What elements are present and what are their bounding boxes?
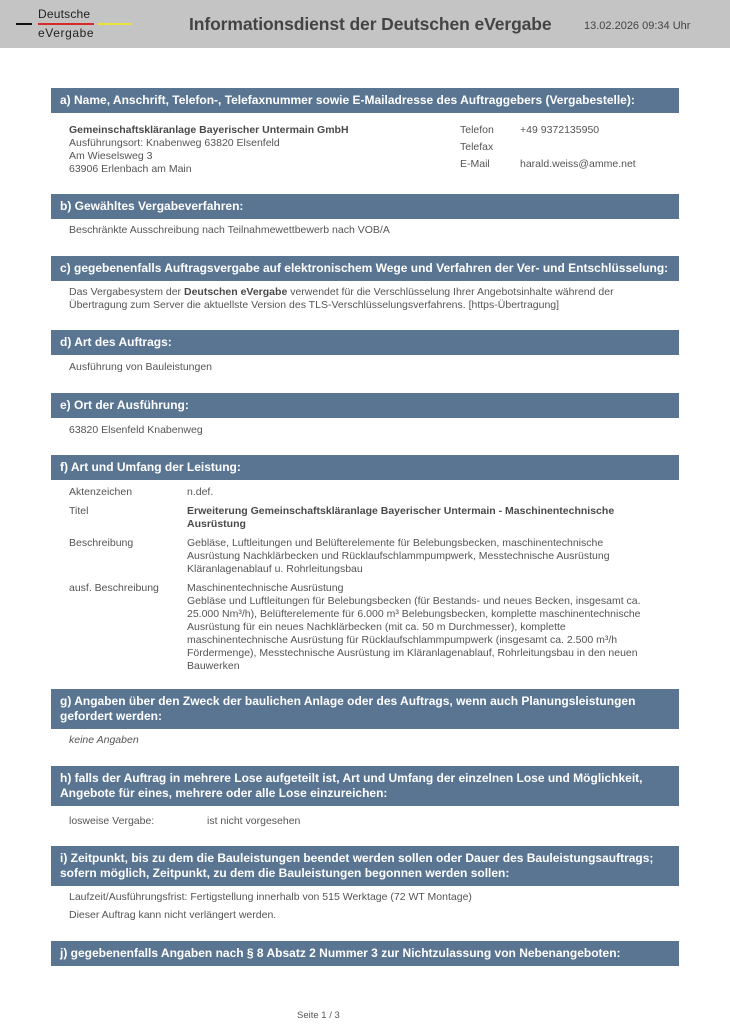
description-line2: Ausrüstung Nachklärbecken und Rücklaufschlammpumpwerk, Messtechnische Ausrüstung <box>187 550 610 562</box>
page-number: Seite 1 / 3 <box>297 1010 340 1021</box>
section-g-title-line1: g) Angaben über den Zweck der baulichen Anlage oder des Auftrags, wenn auch Planungsleistungen <box>60 694 636 708</box>
section-h-title-line1: h) falls der Auftrag in mehrere Lose aufgeteilt ist, Art und Umfang der einzelnen Lose und Möglichkeit, <box>60 771 643 785</box>
timestamp: 13.02.2026 09:34 Uhr <box>584 20 691 32</box>
address-line-1: Ausführungsort: Knabenweg 63820 Elsenfeld <box>69 137 280 149</box>
section-c-header: c) gegebenenfalls Auftragsvergabe auf elektronischem Wege und Verfahren der Ver- und Entschlüsselung: <box>51 256 679 281</box>
contract-type-text: Ausführung von Bauleistungen <box>69 361 213 373</box>
section-g-title-line2: gefordert werden: <box>60 709 163 723</box>
description-line3: Kläranlagenablauf u. Rohrleitungsbau <box>187 563 363 575</box>
section-f-header: f) Art und Umfang der Leistung: <box>51 455 679 480</box>
section-i-title-line2: sofern möglich, Zeitpunkt, zu dem die Bauleistungen begonnen werden sollen: <box>60 866 510 880</box>
detailed-description-line6: Fördermenge), Messtechnische Ausrüstung im Kläranlagenablauf, Rohrleitungsbau in den neuen <box>187 647 638 659</box>
title-value-line1: Erweiterung Gemeinschaftskläranlage Bayerischer Untermain - Maschinentechnische <box>187 505 615 517</box>
section-g-header <box>51 689 679 729</box>
section-d-header: d) Art des Auftrags: <box>51 330 679 355</box>
encryption-text-pre: Das Vergabesystem der <box>69 286 184 298</box>
lots-label: losweise Vergabe: <box>69 815 155 827</box>
section-h-header <box>51 766 679 806</box>
email-label: E-Mail <box>460 158 490 170</box>
encryption-text-line1 <box>69 286 669 299</box>
encryption-text-brand: Deutschen eVergabe <box>183 286 288 298</box>
section-i-header <box>51 846 679 886</box>
detailed-description-line3: 25.000 Nm³/h), Belüfterelemente für 6.000 m³ Belebungsbecken, komplette maschinentechnische <box>187 608 641 620</box>
description-line1: Gebläse, Luftleitungen und Belüfterelemente für Belebungsbecken, maschinentechnische <box>187 537 604 549</box>
logo-stripe-gold <box>98 23 132 25</box>
encryption-text-line2: Übertragung zum Server die aktuellste Version des TLS-Verschlüsselungsverfahrens. [https-Übertragung] <box>69 299 560 311</box>
detailed-description-line1: Maschinentechnische Ausrüstung <box>187 582 344 594</box>
logo-stripe-red <box>38 23 94 25</box>
logo-text-line1: Deutsche <box>38 7 91 21</box>
phone-label: Telefon <box>460 124 494 136</box>
lots-value: ist nicht vorgesehen <box>207 815 301 827</box>
title-value-line2: Ausrüstung <box>187 518 246 530</box>
section-i-title-line1: i) Zeitpunkt, bis zu dem die Bauleistungen beendet werden sollen oder Dauer des Bauleistungsauftrags; <box>60 851 654 865</box>
address-line-3: 63906 Erlenbach am Main <box>69 163 192 175</box>
location-text: 63820 Elsenfeld Knabenweg <box>69 424 203 436</box>
header-bar <box>0 0 730 48</box>
email-value[interactable]: harald.weiss@amme.net <box>520 158 636 170</box>
detailed-description-line4: Ausrüstung für ein neues Nachklärbecken (mit ca. 50 m Durchmesser), komplette <box>187 621 566 633</box>
section-j-header: j) gegebenenfalls Angaben nach § 8 Absatz 2 Nummer 3 zur Nichtzulassung von Nebenangeboten: <box>51 941 679 966</box>
app-title: Informationsdienst der Deutschen eVergabe <box>189 14 552 34</box>
section-e-header: e) Ort der Ausführung: <box>51 393 679 418</box>
detailed-description-label: ausf. Beschreibung <box>69 582 159 594</box>
title-label: Titel <box>69 505 89 517</box>
file-number-value: n.def. <box>187 486 214 498</box>
section-h-title-line2: Angebote für eines, mehrere oder alle Lose einzureichen: <box>60 786 388 800</box>
description-label: Beschreibung <box>69 537 134 549</box>
logo-text-line2: eVergabe <box>38 26 95 40</box>
phone-value[interactable]: +49 9372135950 <box>520 124 600 136</box>
section-b-header: b) Gewähltes Vergabeverfahren: <box>51 194 679 219</box>
detailed-description-line7: Bauwerken <box>187 660 240 672</box>
detailed-description-line5: maschinentechnische Ausrüstung für Rücklaufschlammpumpwerk (insgesamt ca. 2.500 m³/h <box>187 634 618 646</box>
encryption-text-post: verwendet für die Verschlüsselung Ihrer Angebotsinhalte während der <box>287 286 614 298</box>
deutsche-evergabe-logo[interactable] <box>16 6 136 42</box>
fax-label: Telefax <box>460 141 494 153</box>
section-a-header: a) Name, Anschrift, Telefon-, Telefaxnummer sowie E-Mailadresse des Auftraggebers (Vergabestelle): <box>51 88 679 113</box>
address-line-2: Am Wieselsweg 3 <box>69 150 153 162</box>
detailed-description-line2: Gebläse und Luftleitungen für Belebungsbecken (für Bestands- und neues Becken, insgesamt ca. <box>187 595 641 607</box>
logo-stripe-black <box>16 23 32 25</box>
purpose-text: keine Angaben <box>69 734 139 746</box>
duration-text: Laufzeit/Ausführungsfrist: Fertigstellung innerhalb von 515 Werktage (72 WT Montage) <box>69 891 472 903</box>
extension-text: Dieser Auftrag kann nicht verlängert werden. <box>69 909 277 921</box>
file-number-label: Aktenzeichen <box>69 486 133 498</box>
org-name: Gemeinschaftskläranlage Bayerischer Untermain GmbH <box>69 124 349 136</box>
procedure-text: Beschränkte Ausschreibung nach Teilnahmewettbewerb nach VOB/A <box>69 224 390 236</box>
